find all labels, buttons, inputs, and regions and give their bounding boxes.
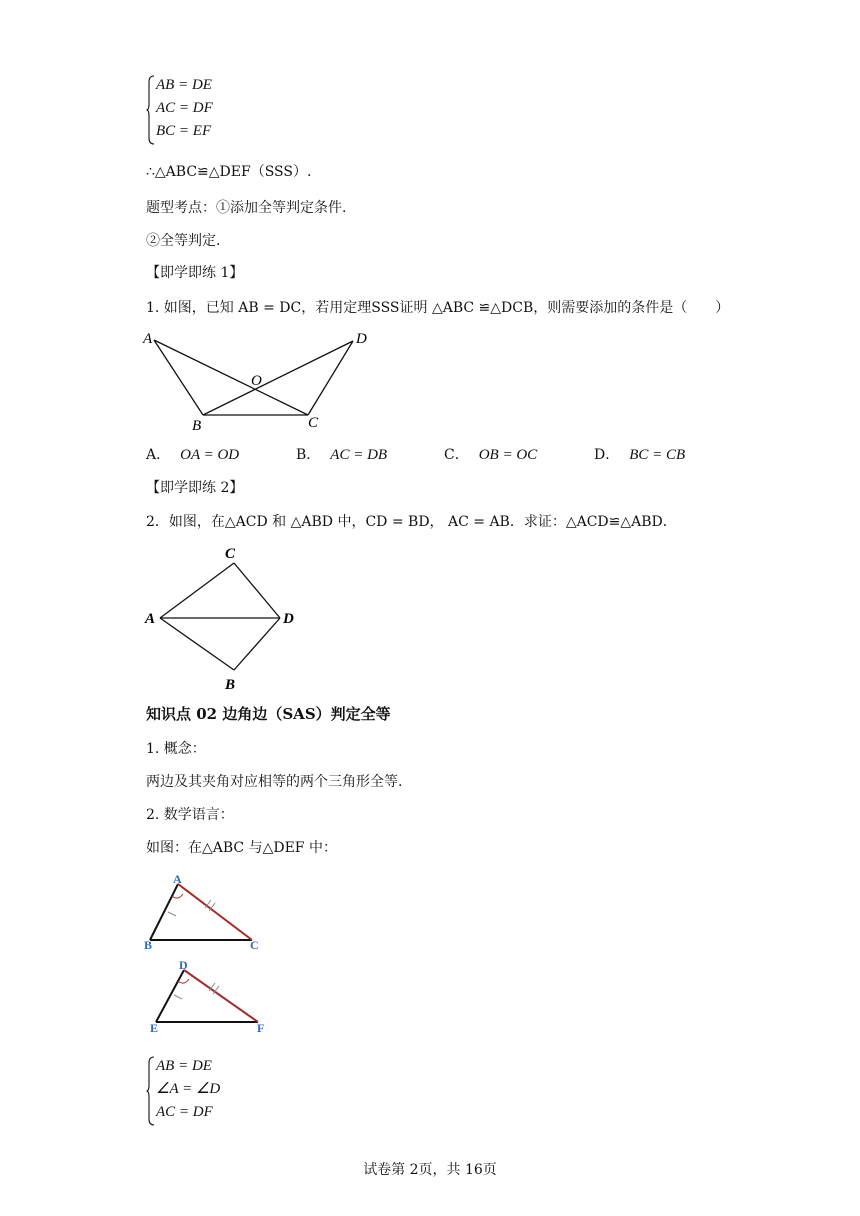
system-row: BC = EF: [156, 123, 212, 139]
practice-2-question: 2．如图，在△ACD 和 △ABD 中，CD = BD， AC = AB．求证：△ACD≌△ABD．: [146, 514, 677, 530]
system-row: AC = DF: [156, 1104, 213, 1120]
label-f: F: [257, 1021, 265, 1035]
concept-text: 两边及其夹角对应相等的两个三角形全等.: [146, 774, 403, 790]
brace-icon: [146, 74, 156, 146]
label-d: D: [283, 611, 294, 627]
label-a: A: [173, 872, 182, 886]
option-b[interactable]: B． AC = DB: [296, 447, 388, 463]
label-a: A: [143, 331, 153, 347]
label-d: D: [356, 331, 367, 347]
label-c: C: [250, 938, 259, 952]
figure-kite: [140, 540, 310, 695]
practice-1-question: 1. 如图，已知 AB = DC，若用定理SSS证明 △ABC ≌△DCB，则需要添加的条件是（ ）: [146, 300, 730, 316]
figure-intro: 如图：在△ABC 与△DEF 中：: [146, 840, 337, 856]
practice-1-header: 【即学即练 1】: [146, 265, 244, 281]
label-b: B: [192, 418, 202, 434]
label-e: E: [150, 1021, 159, 1035]
system-row: AB = DE: [156, 77, 212, 93]
option-d[interactable]: D． BC = CB: [594, 447, 686, 463]
math-language-label: 2. 数学语言：: [146, 807, 234, 823]
label-b: B: [144, 938, 153, 952]
section-title: [146, 704, 391, 724]
concept-label: 1. 概念：: [146, 741, 206, 757]
option-a[interactable]: A． OA = OD: [146, 447, 240, 463]
label-d: D: [179, 958, 188, 972]
option-c[interactable]: C． OB = OC: [444, 447, 538, 463]
label-a: A: [145, 611, 156, 627]
label-c: C: [225, 546, 236, 562]
page-footer: 试卷第 2页，共 16页: [363, 1162, 497, 1178]
brace-icon: [146, 1055, 156, 1127]
conclusion-text: ∴△ABC≌△DEF（SSS）.: [146, 164, 312, 180]
label-b: B: [225, 677, 236, 693]
figure-bowtie-triangles: [140, 325, 380, 435]
label-o: O: [251, 373, 262, 389]
kaodian-line-1: 题型考点：①添加全等判定条件.: [146, 200, 347, 216]
system-row: AB = DE: [156, 1058, 212, 1074]
section-heading: 边角边（SAS）判定全等: [222, 705, 391, 723]
practice-2-header: 【即学即练 2】: [146, 480, 244, 496]
label-c: C: [308, 415, 319, 431]
figure-sas-triangles: [140, 870, 280, 1042]
system-row: AC = DF: [156, 100, 213, 116]
section-number: 知识点 02: [146, 705, 218, 723]
kaodian-line-2: ②全等判定.: [146, 233, 221, 249]
system-row: ∠A = ∠D: [156, 1081, 221, 1097]
